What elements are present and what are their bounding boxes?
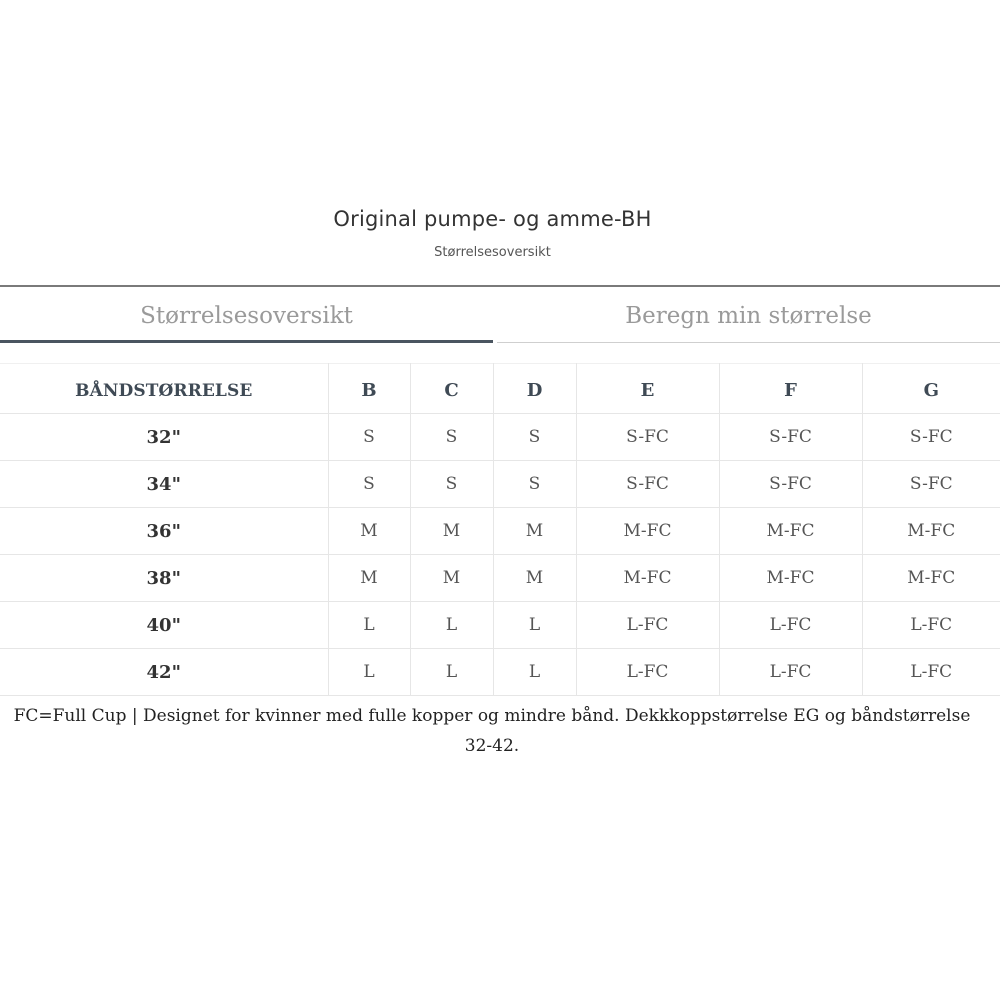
size-cell: S-FC xyxy=(719,414,862,461)
size-cell: M xyxy=(410,508,493,555)
band-size-cell: 34" xyxy=(0,461,328,508)
size-cell: S xyxy=(328,414,410,461)
size-cell: M xyxy=(328,508,410,555)
column-header-c: C xyxy=(410,364,493,414)
size-cell: S xyxy=(328,461,410,508)
band-size-cell: 36" xyxy=(0,508,328,555)
band-size-cell: 42" xyxy=(0,649,328,696)
size-cell: M-FC xyxy=(862,508,1000,555)
table-row xyxy=(0,461,1000,508)
size-cell: L-FC xyxy=(862,602,1000,649)
size-cell: M-FC xyxy=(719,508,862,555)
size-cell: S-FC xyxy=(576,461,719,508)
column-header-b: B xyxy=(328,364,410,414)
column-header-band-size: BÅNDSTØRRELSE xyxy=(0,364,328,414)
size-cell: S xyxy=(410,461,493,508)
size-cell: L-FC xyxy=(576,649,719,696)
size-cell: M-FC xyxy=(576,555,719,602)
size-cell: S-FC xyxy=(576,414,719,461)
tab-calculate-size[interactable]: Beregn min størrelse xyxy=(625,303,872,329)
size-cell: S xyxy=(493,461,576,508)
page-title: Original pumpe- og amme-BH xyxy=(333,207,652,231)
tab-bar xyxy=(0,288,1000,344)
column-header-f: F xyxy=(719,364,862,414)
size-cell: L xyxy=(328,602,410,649)
footnote-line-2: 32-42. xyxy=(464,736,520,756)
page-subtitle: Størrelsesoversikt xyxy=(434,245,551,260)
size-cell: M-FC xyxy=(576,508,719,555)
column-header-d: D xyxy=(493,364,576,414)
size-cell: L-FC xyxy=(862,649,1000,696)
size-cell: M xyxy=(493,555,576,602)
size-cell: L xyxy=(410,602,493,649)
band-size-cell: 38" xyxy=(0,555,328,602)
size-cell: L xyxy=(493,649,576,696)
size-cell: M xyxy=(410,555,493,602)
size-cell: L xyxy=(328,649,410,696)
size-cell: S-FC xyxy=(719,461,862,508)
footnote-line-1: FC=Full Cup | Designet for kvinner med fulle kopper og mindre bånd. Dekkkoppstørrelse EG og båndstørrelse xyxy=(13,706,971,726)
footnote xyxy=(0,701,992,761)
band-size-cell: 40" xyxy=(0,602,328,649)
table-row xyxy=(0,555,1000,602)
size-cell: S-FC xyxy=(862,461,1000,508)
table-row xyxy=(0,508,1000,555)
size-cell: S-FC xyxy=(862,414,1000,461)
top-divider xyxy=(0,285,1000,287)
size-cell: L-FC xyxy=(576,602,719,649)
table-row xyxy=(0,649,1000,696)
size-cell: L xyxy=(410,649,493,696)
size-table xyxy=(0,363,1000,696)
size-cell: L-FC xyxy=(719,649,862,696)
column-header-e: E xyxy=(576,364,719,414)
column-header-g: G xyxy=(862,364,1000,414)
band-size-cell: 32" xyxy=(0,414,328,461)
size-cell: S xyxy=(493,414,576,461)
size-cell: M xyxy=(328,555,410,602)
inactive-tab-underline xyxy=(497,342,1000,343)
size-cell: M xyxy=(493,508,576,555)
size-cell: S xyxy=(410,414,493,461)
size-cell: L-FC xyxy=(719,602,862,649)
active-tab-indicator xyxy=(0,340,493,343)
table-row xyxy=(0,602,1000,649)
size-cell: M-FC xyxy=(862,555,1000,602)
table-header-row xyxy=(0,364,1000,414)
tab-size-chart[interactable]: Størrelsesoversikt xyxy=(140,303,353,329)
size-cell: M-FC xyxy=(719,555,862,602)
size-cell: L xyxy=(493,602,576,649)
table-row xyxy=(0,414,1000,461)
